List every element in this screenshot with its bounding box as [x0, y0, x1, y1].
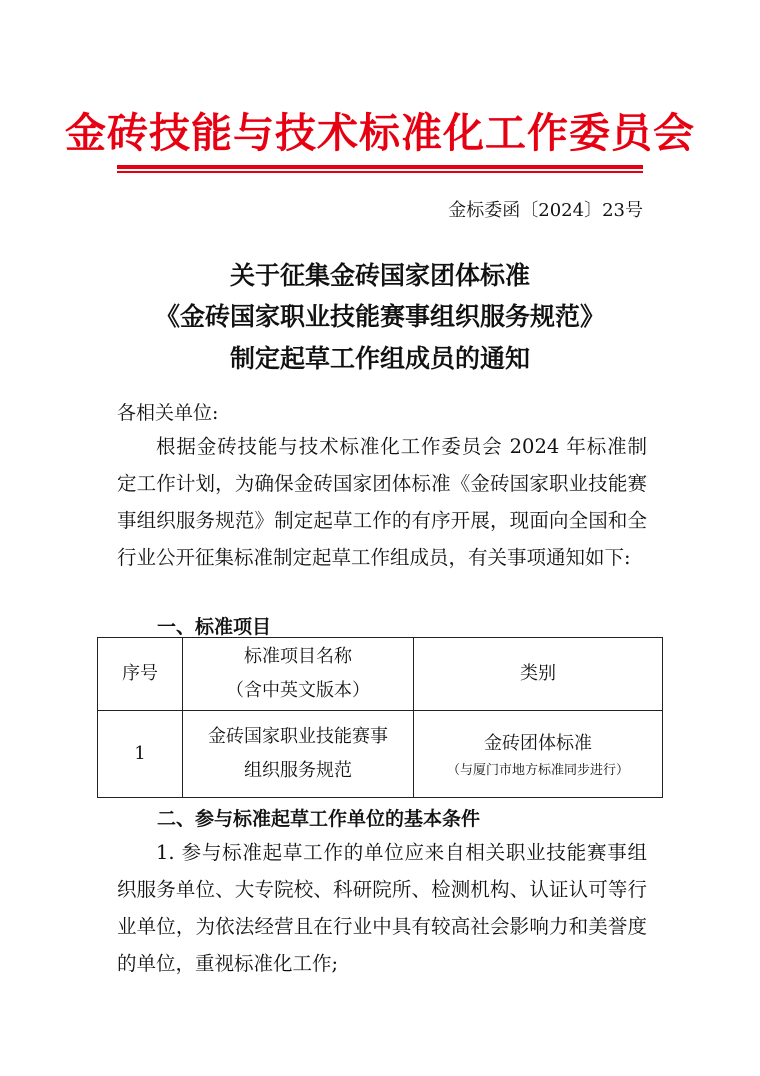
row-category: [414, 711, 663, 798]
section2-item1: 1. 参与标准起草工作的单位应来自相关职业技能赛事组织服务单位、大专院校、科研院所、检测机构、认证认可等行业单位，为依法经营且在行业中具有较高社会影响力和美誉度的单位，重视标准化工作;: [117, 841, 647, 975]
title-line-1: 关于征集金砖国家团体标准: [229, 261, 530, 290]
salutation: 各相关单位:: [117, 402, 219, 424]
header-no: 序号: [98, 638, 183, 711]
header-name: [183, 638, 414, 711]
title-line-2: 《金砖国家职业技能赛事组织服务规范》: [154, 302, 605, 331]
intro-paragraph: 根据金砖技能与技术标准化工作委员会 2024 年标准制定工作计划，为确保金砖国家团体标准《金砖国家职业技能赛事组织服务规范》制定起草工作的有序开展，现面向全国和全行业公开征集标准制定起草工作组成员，有关事项通知如下:: [117, 435, 647, 569]
row-no: 1: [98, 711, 183, 798]
table-row: [98, 711, 663, 798]
row-name-line2: 组织服务规范: [244, 760, 352, 781]
header-name-line1: 标准项目名称: [244, 646, 352, 667]
row-category-value: 金砖团体标准: [484, 733, 592, 754]
header-name-line2: （含中英文版本）: [226, 680, 370, 701]
org-title: 金砖技能与技术标准化工作委员会: [65, 109, 695, 157]
header-rule-thick: [117, 165, 643, 169]
document-number: 金标委函〔2024〕23号: [448, 200, 643, 221]
section1-heading: 一、标准项目: [157, 616, 272, 638]
section2-heading: 二、参与标准起草工作单位的基本条件: [157, 808, 481, 830]
title-line-3: 制定起草工作组成员的通知: [229, 344, 530, 373]
header-rule-thin: [117, 171, 643, 173]
table-header-row: [98, 638, 663, 711]
row-name: [183, 711, 414, 798]
standard-project-table: [97, 637, 663, 798]
row-category-note: （与厦门市地方标准同步进行）: [446, 763, 629, 778]
row-name-line1: 金砖国家职业技能赛事: [208, 726, 388, 747]
header-category: 类别: [414, 638, 663, 711]
